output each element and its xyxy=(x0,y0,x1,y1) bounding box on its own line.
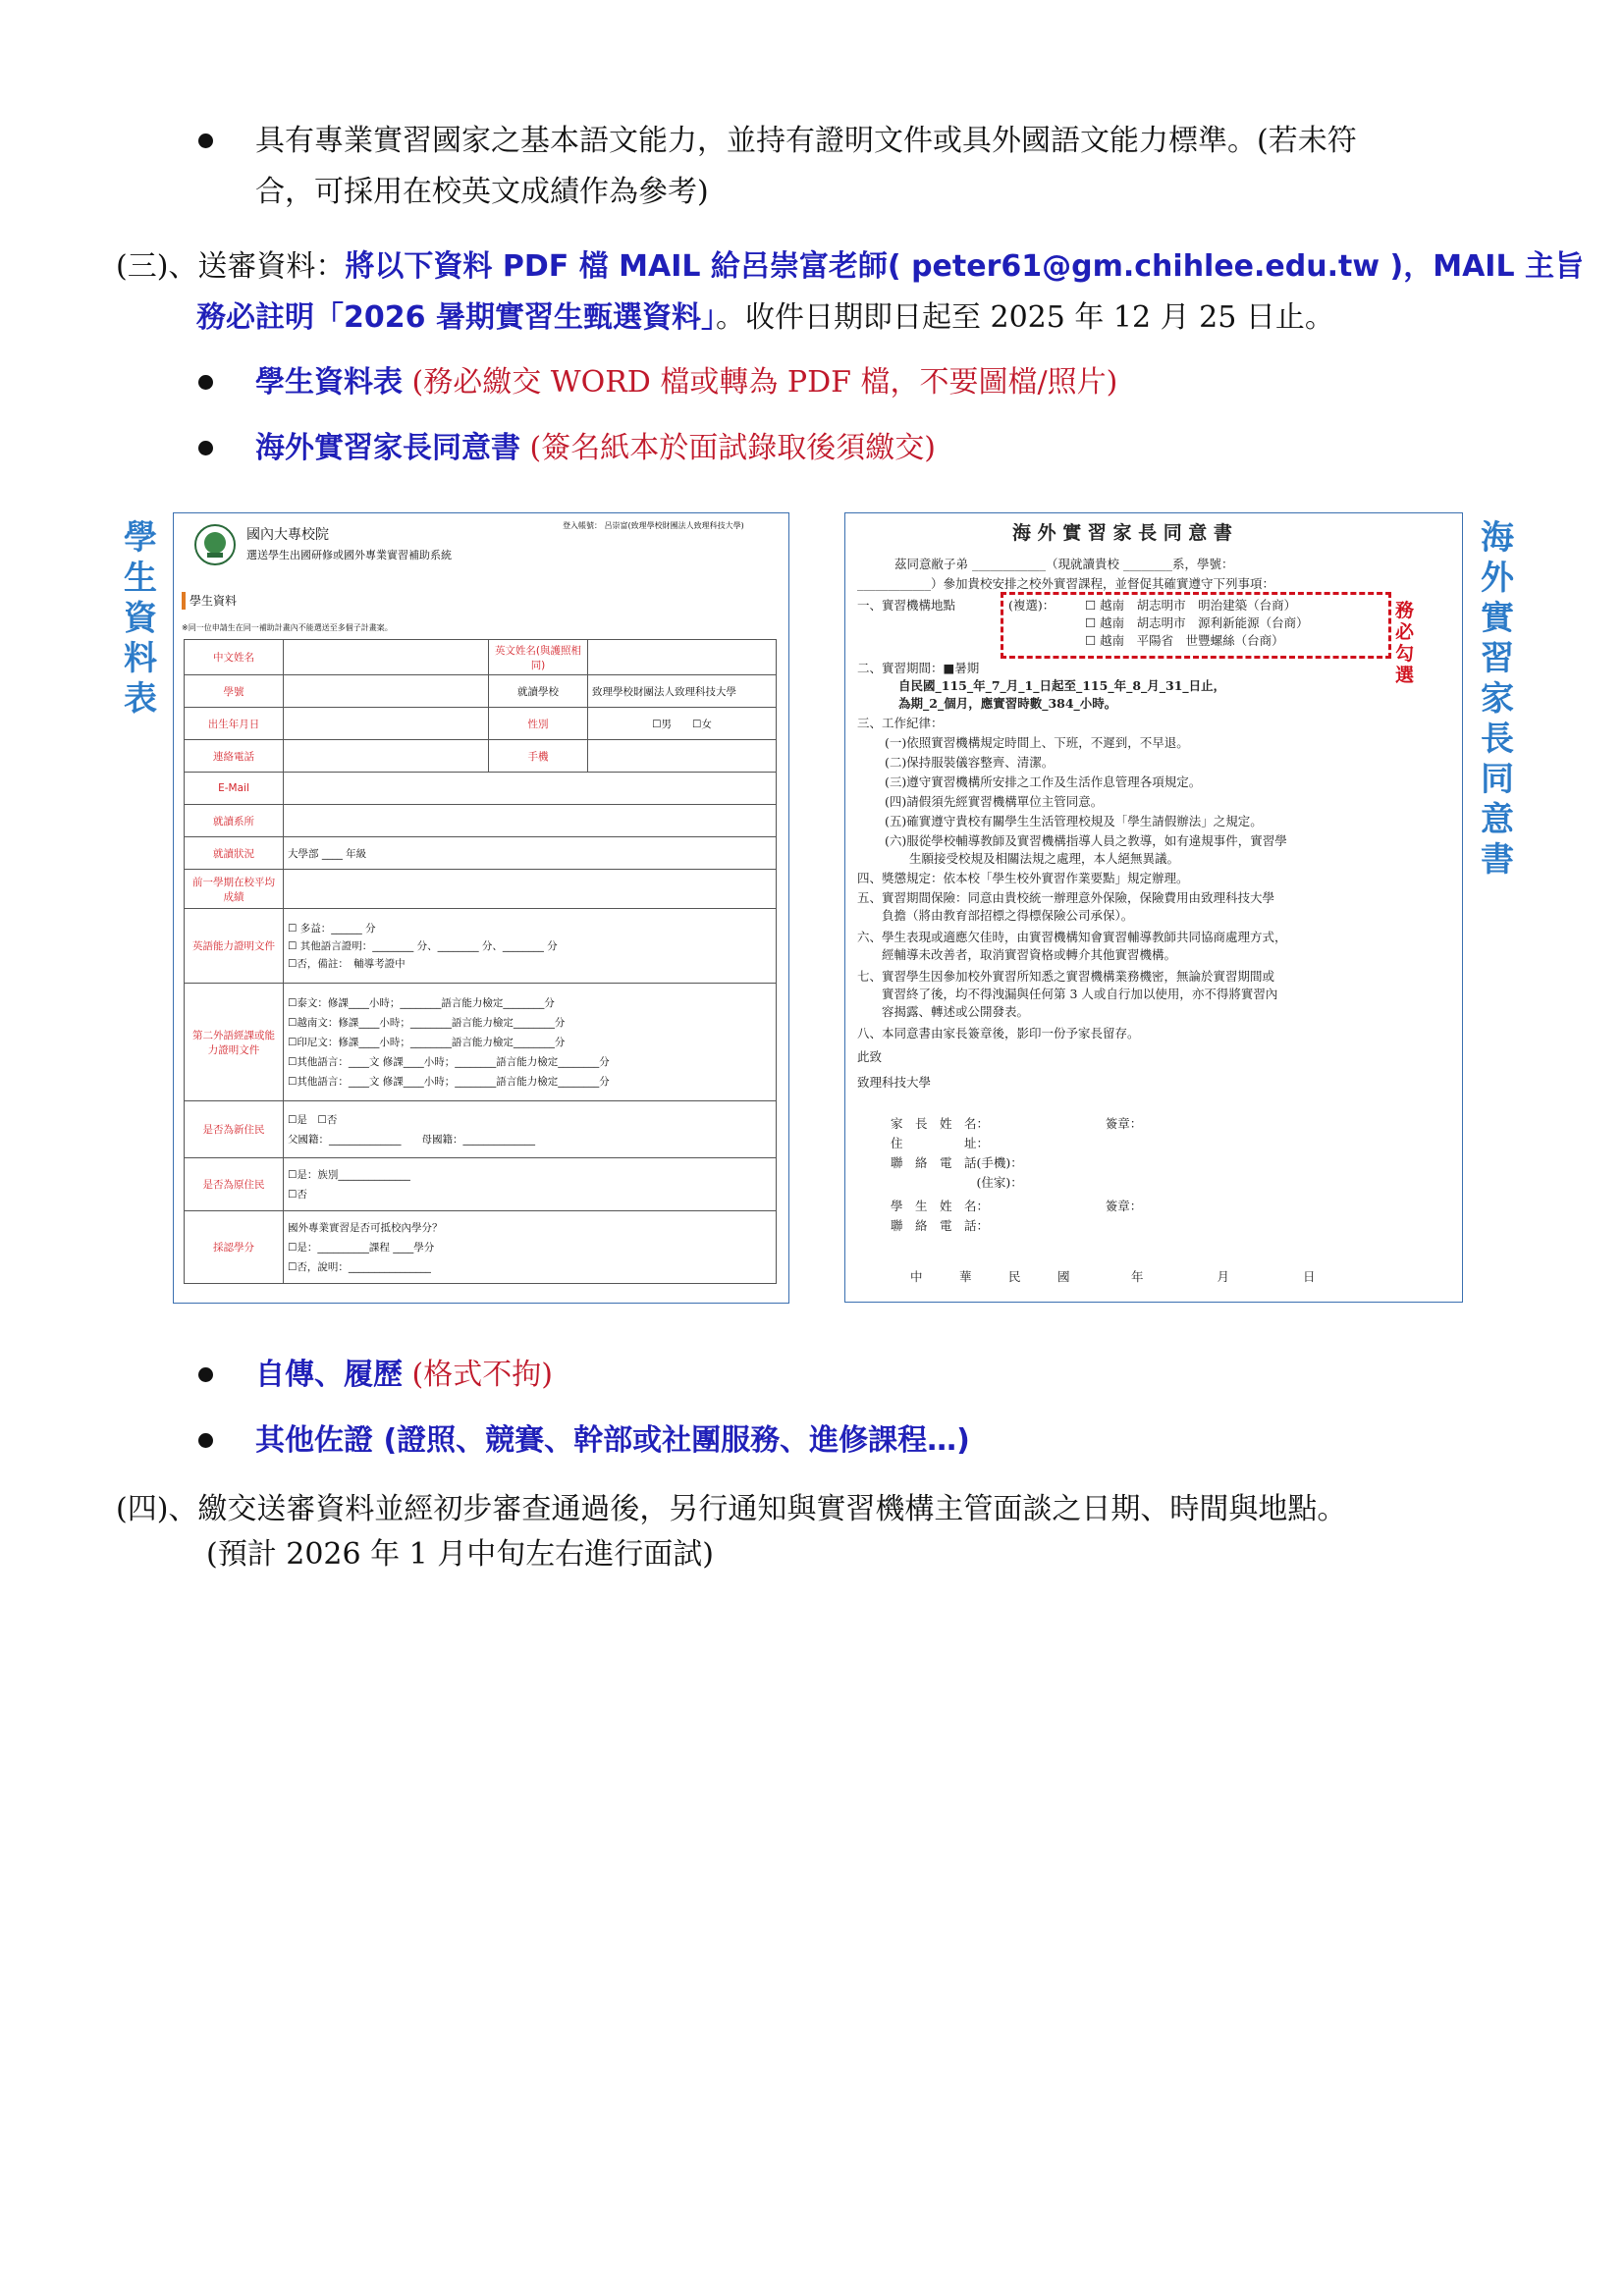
form-section: 學生資料 xyxy=(189,594,238,608)
item-parent-consent xyxy=(255,429,936,468)
consent-sig: 聯 絡 電 話： xyxy=(891,1218,990,1233)
cell-value: ☐男 ☐女 xyxy=(588,708,777,740)
side-caption-left xyxy=(120,518,161,720)
cell-label: 就讀狀況 xyxy=(185,837,284,870)
cell-value: 致理學校財團法人致理科技大學 xyxy=(588,675,777,708)
table-row xyxy=(185,984,777,1101)
form-subtitle: 選送學生出國研修或國外專業實習補助系統 xyxy=(246,549,452,561)
table-row xyxy=(185,805,777,837)
cell-value: ☐泰文：修課____小時；________語言能力檢定________分 ☐越南文：修課____小時；________語言能力檢定________分 ☐印尼文：修課____小時；________語言能力檢定________分 ☐其他語言：____文 修課____小時；________語言能力檢定________分 ☐其他語言：____文 修課____小時；________語言能力檢定________分 xyxy=(284,984,777,1101)
form-login: 登入帳號： 呂崇富(致理學校財團法人致理科技大學) xyxy=(563,521,744,530)
side-char: 長 xyxy=(1481,720,1514,759)
cell-label: 第二外語經課或能力證明文件 xyxy=(185,984,284,1101)
cell-value: ☐ 多益：______ 分 ☐ 其他語言證明：________ 分、________ 分、________ 分 ☐否，備註： 輔導考證中 xyxy=(284,909,777,984)
form-note: ※同一位申請生在同一補助計畫內不能選送至多個子計畫案。 xyxy=(182,623,393,632)
bullet-dot xyxy=(198,1433,213,1448)
cell-label: 英語能力證明文件 xyxy=(185,909,284,984)
consent-item7b: 實習終了後，均不得洩漏與任何第 3 人或自行加以使用，亦不得將實習內 xyxy=(857,987,1278,1001)
consent-item3: 三、工作紀律： xyxy=(857,716,944,730)
item-label: 學生資料表 xyxy=(255,365,403,400)
lang-req-line1: 具有專業實習國家之基本語文能力，並持有證明文件或具外國語文能力標準。(若未符 xyxy=(255,124,1357,158)
consent-item5b: 負擔（將由教育部招標之得標保險公司承保）。 xyxy=(857,908,1134,923)
cell-value xyxy=(588,640,777,675)
table-row xyxy=(185,740,777,773)
cell-label: 前一學期在校平均成績 xyxy=(185,870,284,909)
section3-prefix: (三)、送審資料： xyxy=(116,249,346,284)
table-row xyxy=(185,870,777,909)
consent-item2b: 自民國_115_年_7_月_1_日起至_115_年_8_月_31_日止， xyxy=(898,678,1226,693)
side-char: 同 xyxy=(1481,760,1514,799)
table-row xyxy=(185,773,777,805)
side-char: 料 xyxy=(124,639,157,678)
consent-item8: 八、本同意書由家長簽章後，影印一份予家長留存。 xyxy=(857,1026,1140,1041)
side-caption-right xyxy=(1477,518,1518,881)
consent-rule: 生願接受校規及相關法規之處理，本人絕無異議。 xyxy=(885,851,1180,866)
side-char: 習 xyxy=(1481,639,1514,678)
consent-sig: 學 生 姓 名： 簽章： xyxy=(891,1199,1143,1213)
consent-intro2: ____________）參加貴校安排之校外實習課程，並督促其確實遵守下列事項： xyxy=(857,576,1275,591)
consent-date: 中 華 民 國 年 月 日 xyxy=(910,1269,1316,1284)
form-section-bar xyxy=(182,592,186,610)
table-row xyxy=(185,1158,777,1211)
consent-sig: (住家)： xyxy=(891,1175,1023,1190)
section4-line1: (四)、繳交送審資料並經初步審查通過後，另行通知與實習機構主管面談之日期、時間與地點。 xyxy=(116,1492,1347,1526)
item-autobiography xyxy=(255,1356,553,1395)
table-row xyxy=(185,675,777,708)
cell-label: 是否為新住民 xyxy=(185,1101,284,1158)
cell-label: 就讀學校 xyxy=(489,675,588,708)
cell-value xyxy=(284,740,489,773)
consent-rule: (四)請假須先經實習機構單位主管同意。 xyxy=(885,794,1104,809)
consent-item1-label: 一、實習機構地點 xyxy=(857,598,956,613)
cell-value xyxy=(588,740,777,773)
cell-value xyxy=(284,870,777,909)
consent-sig: 聯 絡 電 話(手機)： xyxy=(891,1155,1023,1170)
cell-label: 性別 xyxy=(489,708,588,740)
side-char: 家 xyxy=(1481,679,1514,719)
side-char: 意 xyxy=(1481,800,1514,839)
table-row xyxy=(185,1211,777,1284)
side-char: 學 xyxy=(124,518,157,558)
side-char: 外 xyxy=(1481,559,1514,598)
consent-item4: 四、獎懲規定：依本校「學生校外實習作業要點」規定辦理。 xyxy=(857,871,1189,885)
cell-label: 就讀系所 xyxy=(185,805,284,837)
section3-line1 xyxy=(116,247,1584,287)
side-char: 海 xyxy=(1481,518,1514,558)
section3-line2 xyxy=(196,298,1334,338)
side-char: 資 xyxy=(124,599,157,638)
form-school: 國內大專校院 xyxy=(246,527,329,543)
section3-subject: 務必註明「2026 暑期實習生甄選資料」 xyxy=(196,300,716,335)
bullet-dot xyxy=(198,441,213,455)
section4-line2: (預計 2026 年 1 月中旬左右進行面試) xyxy=(206,1537,714,1572)
consent-title: 海 外 實 習 家 長 同 意 書 xyxy=(1012,522,1232,544)
item-note: (格式不拘) xyxy=(411,1358,553,1392)
cell-label: 採認學分 xyxy=(185,1211,284,1284)
item-student-form xyxy=(255,363,1117,402)
cell-value xyxy=(284,708,489,740)
ministry-logo-icon xyxy=(193,523,237,566)
section3-instruction: 將以下資料 PDF 檔 MAIL 給呂崇富老師( peter61@gm.chihlee.edu.tw )，MAIL 主旨 xyxy=(345,249,1585,284)
cell-value: 國外專業實習是否可抵校內學分？ ☐是：__________課程 ____學分 ☐否，說明：________________ xyxy=(284,1211,777,1284)
consent-item6b: 經輔導未改善者，取消實習資格或轉介其他實習機構。 xyxy=(857,947,1177,962)
table-row xyxy=(185,909,777,984)
item-label: 自傳、履歷 xyxy=(255,1358,403,1392)
item-label: 其他佐證 (證照、競賽、幹部或社團服務、進修課程…) xyxy=(255,1423,970,1458)
cell-value xyxy=(284,805,777,837)
table-row xyxy=(185,1101,777,1158)
consent-item1-hint: (複選)： xyxy=(1008,598,1056,613)
consent-item2c: 為期_2_個月，應實習時數_384_小時。 xyxy=(898,696,1117,711)
consent-intro1: 茲同意敝子弟 ____________（現就讀貴校 ________系，學號： xyxy=(894,557,1234,571)
cell-label: 學號 xyxy=(185,675,284,708)
side-char: 實 xyxy=(1481,599,1514,638)
bullet-dot xyxy=(198,375,213,390)
cell-label: 連絡電話 xyxy=(185,740,284,773)
cell-value: 大學部 ____ 年級 xyxy=(284,837,777,870)
form-table xyxy=(184,639,777,1284)
item-note: (簽名紙本於面試錄取後須繳交) xyxy=(529,431,936,465)
cell-value xyxy=(284,640,489,675)
item-note: (務必繳交 WORD 檔或轉為 PDF 檔，不要圖檔/照片) xyxy=(411,365,1118,400)
consent-item1-opt: ☐ 越南 胡志明市 明治建築（台商） xyxy=(1085,598,1297,613)
cell-label: 中文姓名 xyxy=(185,640,284,675)
cell-label: 是否為原住民 xyxy=(185,1158,284,1211)
consent-item1-opt: ☐ 越南 胡志明市 源利新能源（台商） xyxy=(1085,615,1309,630)
bullet-dot xyxy=(198,1367,213,1382)
cell-label: 手機 xyxy=(489,740,588,773)
consent-item6a: 六、學生表現或適應欠佳時，由實習機構知會實習輔導教師共同協商處理方式， xyxy=(857,930,1287,944)
side-char: 表 xyxy=(124,679,157,719)
cell-value xyxy=(284,675,489,708)
consent-sig: 家 長 姓 名： 簽章： xyxy=(891,1116,1143,1131)
must-check-label: 務必勾選 xyxy=(1395,600,1415,686)
consent-item1-opt: ☐ 越南 平陽省 世豐螺絲（台商） xyxy=(1085,633,1284,648)
table-row xyxy=(185,708,777,740)
cell-label: 出生年月日 xyxy=(185,708,284,740)
table-row xyxy=(185,640,777,675)
consent-item7a: 七、實習學生因參加校外實習所知悉之實習機構業務機密，無論於實習期間或 xyxy=(857,969,1275,984)
bullet-dot xyxy=(198,133,213,148)
student-form-image xyxy=(173,512,789,1304)
consent-rule: (六)服從學校輔導教師及實習機構指導人員之教導，如有違規事件，實習學 xyxy=(885,833,1287,848)
consent-rule: (二)保持服裝儀容整齊、清潔。 xyxy=(885,755,1055,770)
parent-consent-image xyxy=(844,512,1463,1303)
cell-label: E-Mail xyxy=(185,773,284,805)
side-char: 書 xyxy=(1481,840,1514,880)
item-other-evidence xyxy=(255,1421,970,1461)
side-char: 生 xyxy=(124,559,157,598)
consent-item2a: 二、實習期間：■暑期 xyxy=(857,661,980,675)
consent-sig: 住 址： xyxy=(891,1136,990,1150)
consent-item7c: 容揭露、轉述或公開發表。 xyxy=(857,1004,1030,1019)
consent-item5a: 五、實習期間保險：同意由貴校統一辦理意外保險，保險費用由致理科技大學 xyxy=(857,890,1275,905)
table-row xyxy=(185,837,777,870)
cell-value: ☐是：族別______________ ☐否 xyxy=(284,1158,777,1211)
lang-req-line2: 合，可採用在校英文成績作為參考) xyxy=(255,175,709,209)
item-label: 海外實習家長同意書 xyxy=(255,431,520,465)
consent-closing1: 此致 xyxy=(857,1049,883,1064)
cell-label: 英文姓名(與護照相同) xyxy=(489,640,588,675)
consent-rule: (三)遵守實習機構所安排之工作及生活作息管理各項規定。 xyxy=(885,774,1202,789)
consent-rule: (一)依照實習機構規定時間上、下班，不遲到，不早退。 xyxy=(885,735,1189,750)
cell-value: ☐是 ☐否 父國籍：______________ 母國籍：______________ xyxy=(284,1101,777,1158)
consent-rule: (五)確實遵守貴校有關學生生活管理校規及「學生請假辦法」之規定。 xyxy=(885,814,1263,828)
cell-value xyxy=(284,773,777,805)
consent-closing2: 致理科技大學 xyxy=(857,1075,932,1090)
section3-deadline: 。收件日期即日起至 2025 年 12 月 25 日止。 xyxy=(715,300,1334,335)
